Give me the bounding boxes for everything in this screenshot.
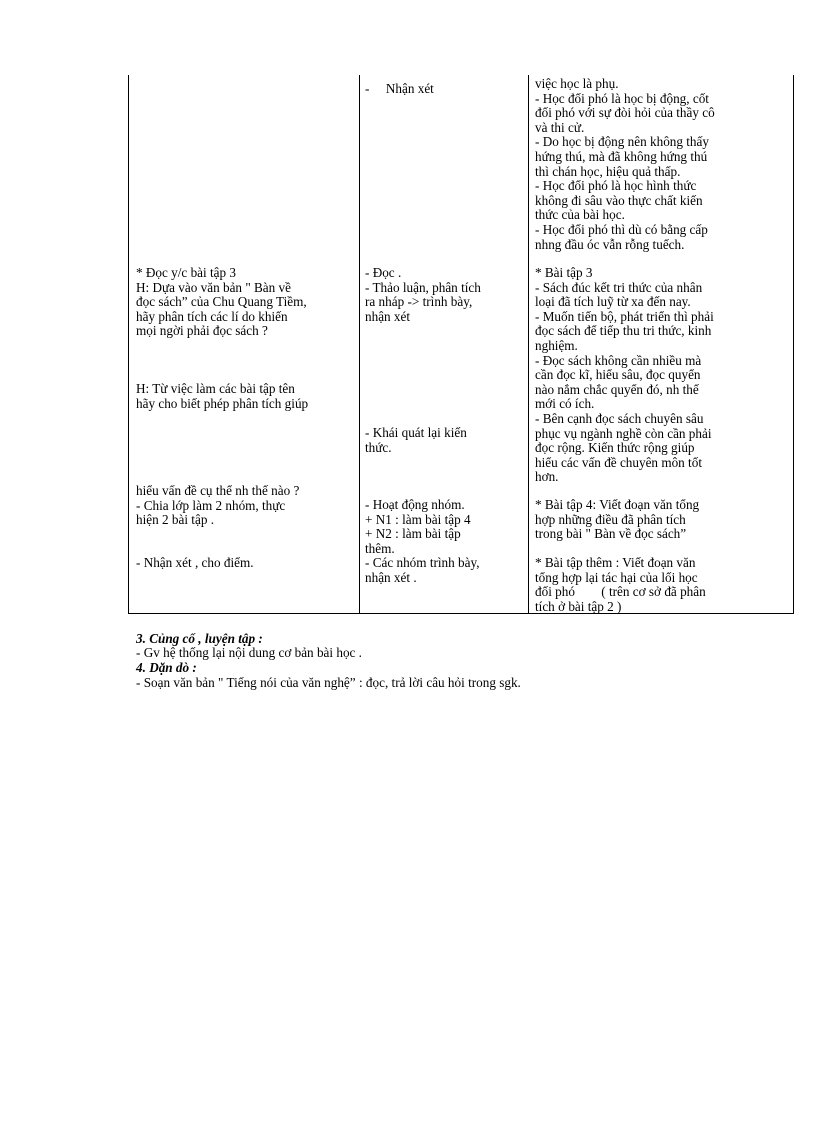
- text-line: hợp những điều đã phân tích: [535, 511, 686, 527]
- text-line: thức.: [365, 439, 392, 455]
- table-divider-1: [359, 75, 360, 614]
- text-line: nhng đầu óc vẫn rỗng tuếch.: [535, 236, 685, 252]
- text-line: - Hoạt động nhóm.: [365, 497, 465, 512]
- section-heading-consolidation: 3. Củng cố , luyện tập :: [136, 631, 263, 646]
- text-line: - Các nhóm trình bày,: [365, 555, 480, 570]
- teacher-block-3: [136, 484, 299, 528]
- text-line: nhận xét: [365, 308, 411, 324]
- text-line: * Bài tập 3: [535, 265, 593, 280]
- student-block-1: [365, 266, 481, 324]
- text-line: và thi cử.: [535, 119, 585, 135]
- text-line: đối phó ( trên cơ sở đã phân: [535, 584, 706, 600]
- text-line: thêm.: [365, 540, 395, 556]
- text-line: mới có ích.: [535, 396, 595, 412]
- text-line: loại đã tích luỹ từ xa đến nay.: [535, 294, 691, 310]
- text-line: hãy cho biết phép phân tích giúp: [136, 395, 309, 411]
- text-line: cần đọc kĩ, hiểu sâu, đọc quyển: [535, 367, 701, 383]
- text-line: hiểu vấn đề cụ thể nh thế nào ?: [136, 483, 300, 498]
- table-divider-2: [528, 75, 529, 614]
- text-line: đọc sách” của Chu Quang Tiềm,: [136, 294, 307, 310]
- text-line: mọi ngời phải đọc sách ?: [136, 323, 268, 339]
- text-line: tổng hợp lại tác hại của lối học: [535, 569, 698, 585]
- text-line: H: Từ việc làm các bài tập tên: [136, 381, 295, 396]
- text-line: - Học đối phó là học hình thức: [535, 178, 697, 194]
- text-line: * Bài tập thêm : Viết đoạn văn: [535, 555, 696, 570]
- text-line: không đi sâu vào thực chất kiến: [535, 192, 703, 208]
- student-block-2: [365, 426, 467, 455]
- text-line: đọc rộng. Kiến thức rộng giúp: [535, 440, 695, 456]
- table-border-right: [793, 75, 794, 614]
- text-line: đọc sách để tiếp thu tri thức, kinh: [535, 323, 712, 339]
- text-line: trong bài " Bàn về đọc sách”: [535, 526, 687, 542]
- text-line: - Học đối phó là học bị động, cốt: [535, 90, 709, 106]
- text-line: hãy phân tích các lí do khiến: [136, 308, 288, 324]
- homework-text: - Soạn văn bản " Tiếng nói của văn nghệ” : đọc, trả lời câu hỏi trong sgk.: [136, 675, 521, 690]
- text-line: - Đọc .: [365, 265, 402, 280]
- content-block-0: [535, 77, 715, 252]
- text-line: - Thảo luận, phân tích: [365, 279, 481, 295]
- text-line: hơn.: [535, 469, 559, 485]
- teacher-block-2: [136, 382, 308, 411]
- teacher-block-1: [136, 266, 307, 339]
- text-line: nhận xét .: [365, 569, 417, 585]
- student-block-4: [365, 556, 480, 585]
- student-block-3: [365, 498, 471, 556]
- text-line: đối phó với sự đòi hỏi của thầy cô: [535, 105, 715, 121]
- text-line: - Nhận xét , cho điểm.: [136, 555, 254, 570]
- table-border-left: [128, 75, 129, 614]
- text-line: - Đọc sách không cần nhiều mà: [535, 352, 702, 368]
- text-line: - Chia lớp làm 2 nhóm, thực: [136, 497, 286, 513]
- consolidation-text: - Gv hệ thống lại nội dung cơ bản bài học .: [136, 645, 362, 660]
- text-line: hiểu các vấn đề chuyên môn tốt: [535, 454, 702, 470]
- text-line: nào nắm chắc quyển đó, nh thế: [535, 381, 699, 397]
- text-line: thì chán học, hiệu quả thấp.: [535, 163, 681, 179]
- content-block-1: [535, 266, 714, 485]
- text-line: - Khái quát lại kiến: [365, 425, 467, 440]
- text-line: - Muốn tiến bộ, phát triển thì phải: [535, 308, 714, 324]
- text-line: - Nhận xét: [365, 81, 434, 96]
- teacher-block-4: [136, 556, 254, 571]
- text-line: - Học đối phó thì dù có bằng cấp: [535, 221, 708, 237]
- content-block-2: [535, 498, 699, 542]
- text-line: hiện 2 bài tập .: [136, 512, 215, 528]
- text-line: H: Dựa vào văn bản " Bàn về: [136, 279, 291, 295]
- text-line: hứng thú, mà đã không hứng thú: [535, 148, 708, 164]
- text-line: * Bài tập 4: Viết đoạn văn tổng: [535, 497, 700, 512]
- text-line: tích ở bài tập 2 ): [535, 598, 622, 614]
- text-line: ra nháp -> trình bày,: [365, 294, 473, 310]
- text-line: + N1 : làm bài tập 4: [365, 511, 471, 527]
- text-line: - Sách đúc kết tri thức của nhân: [535, 279, 703, 295]
- text-line: phục vụ ngành nghề còn cần phải: [535, 425, 712, 441]
- text-line: việc học là phụ.: [535, 76, 619, 91]
- text-line: * Đọc y/c bài tập 3: [136, 265, 236, 280]
- student-block-0: [365, 82, 434, 97]
- text-line: thức của bài học.: [535, 207, 625, 223]
- text-line: - Do học bị động nên không thấy: [535, 134, 709, 150]
- section-heading-homework: 4. Dặn dò :: [136, 660, 197, 675]
- text-line: nghiệm.: [535, 337, 578, 353]
- text-line: + N2 : làm bài tập: [365, 526, 461, 542]
- content-block-3: [535, 556, 706, 614]
- text-line: - Bên cạnh đọc sách chuyên sâu: [535, 410, 704, 426]
